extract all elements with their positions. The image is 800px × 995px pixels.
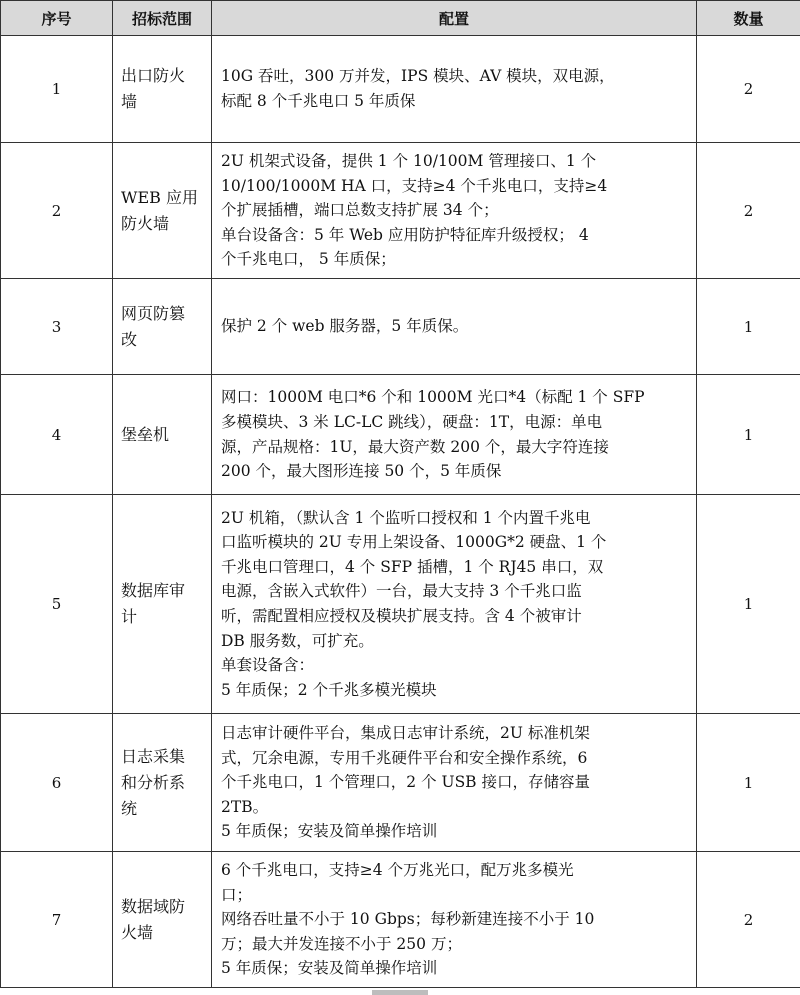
row-no: 6: [1, 714, 113, 852]
table-row: [1, 852, 800, 988]
row-no: 4: [1, 375, 113, 495]
row-qty: 2: [697, 852, 800, 988]
row-scope: 数据域防 火墙: [113, 852, 212, 988]
row-config: 2U 机箱，（默认含 1 个监听口授权和 1 个内置千兆电 口监听模块的 2U 专用上架设备、1000G*2 硬盘、1 个 千兆电口管理口，4 个 SFP 插槽，1 个 RJ45 串口，双 电源，含嵌入式软件）一台，最大支持 3 个千兆口监 听，需配置相应授权及模块扩展支持。含 4 个被审计 DB 服务数，可扩充。 单套设备含： 5 年质保；2 个千兆多模光模块: [212, 495, 697, 714]
row-config: 保护 2 个 web 服务器，5 年质保。: [212, 279, 697, 375]
row-scope: 出口防火 墙: [113, 36, 212, 143]
row-qty: 1: [697, 375, 800, 495]
row-qty: 2: [697, 143, 800, 279]
table-row: [1, 279, 800, 375]
row-qty: 1: [697, 714, 800, 852]
row-config: 2U 机架式设备，提供 1 个 10/100M 管理接口、1 个 10/100/1000M HA 口，支持≥4 个千兆电口，支持≥4 个扩展插槽，端口总数支持扩展 34 个； 单台设备含：5 年 Web 应用防护特征库升级授权； 4 个千兆电口， 5 年质保；: [212, 143, 697, 279]
header-scope: 招标范围: [113, 1, 212, 36]
row-no: 3: [1, 279, 113, 375]
table-row: [1, 495, 800, 714]
wavy-underlined-line: 网络吞吐量不小于 10 Gbps；每秒新建连接不小于 10: [221, 910, 595, 929]
row-config: 6 个千兆电口，支持≥4 个万兆光口，配万兆多模光 口； 网络吞吐量不小于 10 Gbps；每秒新建连接不小于 10 万；最大并发连接不小于 250 万； 5 年质保；安装及简单操作培训: [212, 852, 697, 988]
table-row: [1, 36, 800, 143]
row-no: 2: [1, 143, 113, 279]
row-qty: 2: [697, 36, 800, 143]
row-config: 日志审计硬件平台，集成日志审计系统，2U 标准机架 式，冗余电源，专用千兆硬件平台和安全操作系统，6 个千兆电口，1 个管理口，2 个 USB 接口，存储容量 2TB。 5 年质保；安装及简单操作培训: [212, 714, 697, 852]
page-scroll-indicator: [372, 990, 428, 995]
table-row: [1, 714, 800, 852]
table-row: [1, 143, 800, 279]
header-config: 配置: [212, 1, 697, 36]
header-row: [1, 1, 800, 36]
row-config: 网口：1000M 电口*6 个和 1000M 光口*4（标配 1 个 SFP 多模模块、3 米 LC-LC 跳线），硬盘：1T，电源：单电 源，产品规格：1U，最大资产数 200 个，最大字符连接 200 个，最大图形连接 50 个，5 年质保: [212, 375, 697, 495]
header-qty: 数量: [697, 1, 800, 36]
row-scope: 日志采集 和分析系 统: [113, 714, 212, 852]
table-row: [1, 375, 800, 495]
row-scope: WEB 应用 防火墙: [113, 143, 212, 279]
row-scope: 网页防篡 改: [113, 279, 212, 375]
wavy-underlined-line: 多模模块、3 米 LC-LC 跳线），硬盘：1T，电源：单电: [221, 412, 603, 431]
row-qty: 1: [697, 279, 800, 375]
row-scope: 数据库审 计: [113, 495, 212, 714]
row-no: 7: [1, 852, 113, 988]
header-no: 序号: [1, 1, 113, 36]
row-scope: 堡垒机: [113, 375, 212, 495]
row-no: 5: [1, 495, 113, 714]
row-qty: 1: [697, 495, 800, 714]
row-no: 1: [1, 36, 113, 143]
row-config: 10G 吞吐，300 万并发，IPS 模块、AV 模块，双电源， 标配 8 个千兆电口 5 年质保: [212, 36, 697, 143]
